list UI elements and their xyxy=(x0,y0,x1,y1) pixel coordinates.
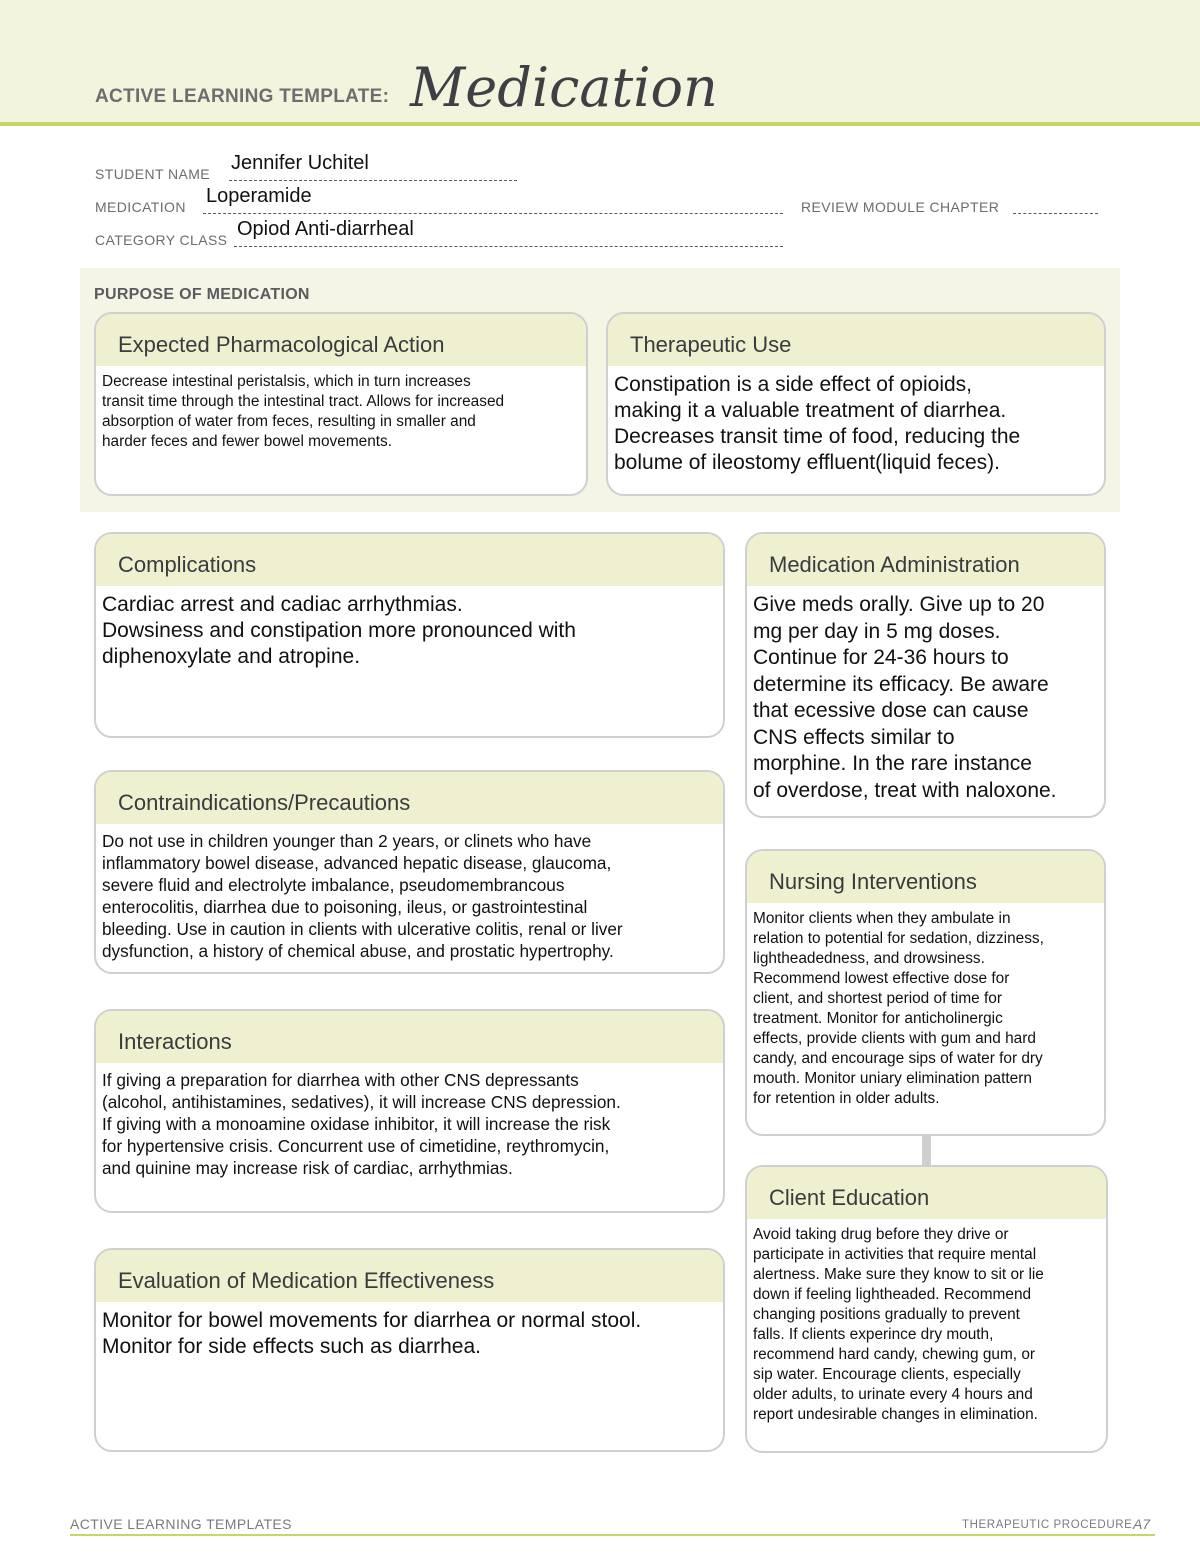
contraindications-text[interactable]: Do not use in children younger than 2 years, or clinets who have inflammatory bowel disease, advanced hepatic disease, glaucoma, severe fluid and electrolyte imbalance, pseudomembrancous enterocolitis, diarrhea due to poisoning, ileus, or gastrointestinal bleeding. Use in caution in clients with ulcerative colitis, renal or liver dysfunction, a history of chemical abuse, and prostatic hypertrophy. xyxy=(102,831,623,961)
expected-action-heading: Expected Pharmacological Action xyxy=(96,314,586,366)
client-education-heading: Client Education xyxy=(747,1167,1106,1219)
evaluation-text[interactable]: Monitor for bowel movements for diarrhea or normal stool. Monitor for side effects such as diarrhea. xyxy=(102,1309,642,1358)
therapeutic-use-card xyxy=(606,312,1106,496)
therapeutic-use-text[interactable]: Constipation is a side effect of opioids, making it a valuable treatment of diarrhea. Decreases transit time of food, reducing the bolume of ileostomy effluent(liquid feces). xyxy=(614,373,1021,474)
complications-card xyxy=(94,532,725,738)
client-education-card xyxy=(745,1165,1108,1453)
expected-action-text[interactable]: Decrease intestinal peristalsis, which in turn increases transit time through the intestinal tract. Allows for increased absorption of water from feces, resulting in smaller and harder feces and fewer bowel movements. xyxy=(102,373,505,450)
expected-action-card xyxy=(94,312,588,496)
category-class-label: CATEGORY CLASS xyxy=(95,232,228,248)
medication-administration-card xyxy=(745,532,1106,818)
nursing-interventions-heading: Nursing Interventions xyxy=(747,851,1104,903)
category-class-field[interactable]: Opiod Anti-diarrheal xyxy=(237,218,414,240)
footer-rule xyxy=(70,1534,1155,1536)
contraindications-card xyxy=(94,770,725,974)
complications-text[interactable]: Cardiac arrest and cadiac arrhythmias. Dowsiness and constipation more pronounced with diphenoxylate and atropine. xyxy=(102,593,576,668)
client-education-text[interactable]: Avoid taking drug before they drive or participate in activities that require mental alertness. Make sure they know to sit or lie down if feeling lightheaded. Recommend changing positions gradually to prevent falls. If clients experince dry mouth, recommend hard candy, chewing gum, or sip water. Encourage clients, especially older adults, to urinate every 4 hours and report undesirable changes in elimination. xyxy=(753,1226,1044,1423)
nursing-interventions-text[interactable]: Monitor clients when they ambulate in relation to potential for sedation, dizziness, lightheadedness, and drowsiness. Recommend lowest effective dose for client, and shortest period of time for treatment. Monitor for anticholinergic effects, provide clients with gum and hard candy, and encourage sips of water for dry mouth. Monitor uniary elimination pattern for retention in older adults. xyxy=(753,910,1044,1107)
purpose-title: PURPOSE OF MEDICATION xyxy=(94,286,310,303)
template-title: Medication xyxy=(410,56,718,119)
evaluation-card xyxy=(94,1248,725,1452)
review-module-line xyxy=(1013,200,1098,214)
footer-left-label: ACTIVE LEARNING TEMPLATES xyxy=(70,1516,292,1532)
template-label: ACTIVE LEARNING TEMPLATE: xyxy=(95,86,390,107)
student-name-label: STUDENT NAME xyxy=(95,166,210,182)
therapeutic-use-heading: Therapeutic Use xyxy=(608,314,1104,366)
student-name-field[interactable]: Jennifer Uchitel xyxy=(231,152,369,174)
medication-field[interactable]: Loperamide xyxy=(206,185,312,207)
medication-label: MEDICATION xyxy=(95,199,186,215)
interactions-heading: Interactions xyxy=(96,1011,723,1063)
review-module-label: REVIEW MODULE CHAPTER xyxy=(801,199,1000,215)
medication-administration-text[interactable]: Give meds orally. Give up to 20 mg per day in 5 mg doses. Continue for 24-36 hours to determine its efficacy. Be aware that ecessive dose can cause CNS effects similar to morphine. In the rare instance of overdose, treat with naloxone. xyxy=(753,593,1057,802)
interactions-card xyxy=(94,1009,725,1213)
card-connector xyxy=(922,1134,931,1166)
contraindications-heading: Contraindications/Precautions xyxy=(96,772,723,824)
interactions-text[interactable]: If giving a preparation for diarrhea with other CNS depressants (alcohol, antihistamines, sedatives), it will increase CNS depression. If giving with a monoamine oxidase inhibitor, it will increase the risk for hypertensive crisis. Concurrent use of cimetidine, reythromycin, and quinine may increase risk of cardiac, arrhythmias. xyxy=(102,1070,621,1178)
evaluation-heading: Evaluation of Medication Effectiveness xyxy=(96,1250,723,1302)
footer-right-label: THERAPEUTIC PROCEDURE xyxy=(962,1519,1133,1531)
complications-heading: Complications xyxy=(96,534,723,586)
medication-administration-heading: Medication Administration xyxy=(747,534,1104,586)
nursing-interventions-card xyxy=(745,849,1106,1136)
header-rule xyxy=(0,122,1200,126)
footer-page-number: A7 xyxy=(1133,1516,1151,1532)
